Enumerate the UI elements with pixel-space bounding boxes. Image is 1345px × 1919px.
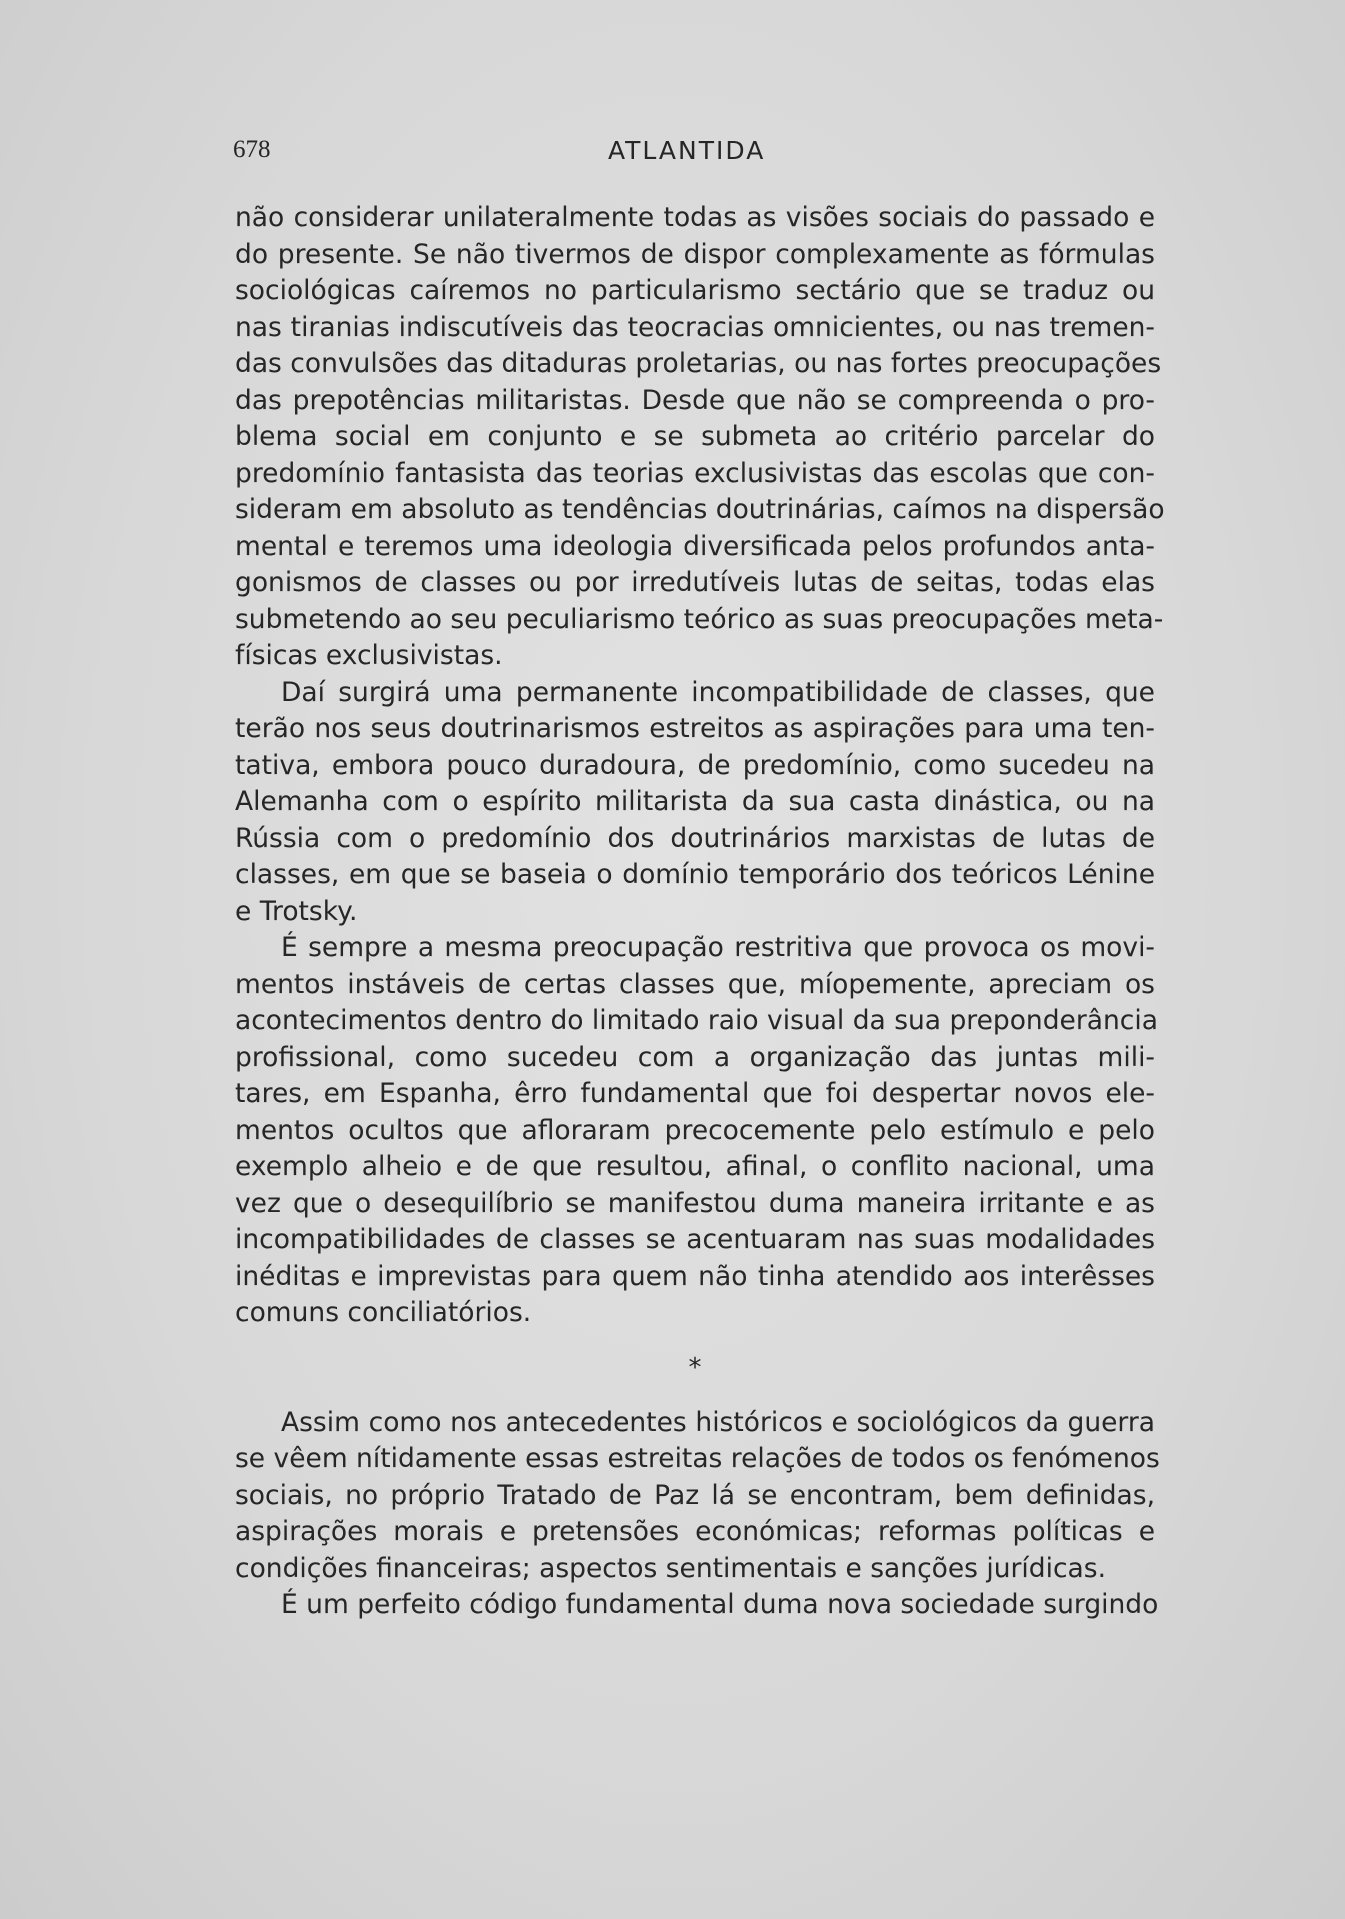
text-line: classes, em que se baseia o domínio temporário dos teóricos Lénine — [235, 859, 1155, 890]
text-line: exemplo alheio e de que resultou, afinal, o conflito nacional, uma — [235, 1151, 1155, 1182]
text-line: Assim como nos antecedentes históricos e sociológicos da guerra — [281, 1406, 1155, 1438]
text-line: acontecimentos dentro do limitado raio visual da sua preponderância — [235, 1005, 1158, 1036]
text-line: Alemanha com o espírito militarista da sua casta dinástica, ou na — [235, 786, 1155, 817]
text-line: das convulsões das ditaduras proletarias, ou nas fortes preocupações — [235, 348, 1162, 379]
text-line: vez que o desequilíbrio se manifestou duma maneira irritante e as — [235, 1187, 1155, 1219]
text-line: sociais, no próprio Tratado de Paz lá se encontram, bem definidas, — [235, 1479, 1155, 1511]
text-line: predomínio fantasista das teorias exclusivistas das escolas que con- — [235, 457, 1155, 489]
text-line: inéditas e imprevistas para quem não tinha atendido aos interêsses — [235, 1260, 1155, 1292]
text-line: comuns conciliatórios. — [235, 1297, 532, 1328]
text-line: sociológicas caíremos no particularismo sectário que se traduz ou — [235, 275, 1155, 306]
text-line: não considerar unilateralmente todas as visões sociais do passado e — [235, 202, 1155, 233]
text-line: submetendo ao seu peculiarismo teórico as suas preocupações meta- — [235, 603, 1164, 635]
paragraph-5 — [235, 1587, 1159, 1624]
text-line: mentos ocultos que afloraram precocemente pelo estímulo e pelo — [235, 1114, 1155, 1146]
page-header — [233, 132, 1157, 172]
text-line: profissional, como sucedeu com a organização das juntas mili- — [235, 1041, 1155, 1073]
text-line: físicas exclusivistas. — [235, 640, 503, 671]
text-line: condições financeiras; aspectos sentimentais e sanções jurídicas. — [235, 1552, 1107, 1584]
text-line: gonismos de classes ou por irredutíveis lutas de seitas, todas elas — [235, 567, 1155, 598]
text-line: Daí surgirá uma permanente incompatibilidade de classes, que — [281, 676, 1155, 708]
text-line: e Trotsky. — [235, 895, 358, 927]
text-line: tativa, embora pouco duradoura, de predomínio, como sucedeu na — [235, 749, 1155, 781]
text-line: nas tiranias indiscutíveis das teocracias omnicientes, ou nas tremen- — [235, 311, 1155, 343]
text-line: incompatibilidades de classes se acentuaram nas suas modalidades — [235, 1224, 1155, 1255]
text-line: tares, em Espanha, êrro fundamental que foi despertar novos ele- — [235, 1078, 1155, 1109]
text-line: blema social em conjunto e se submeta ao critério parcelar do — [235, 421, 1155, 452]
text-line: mental e teremos uma ideologia diversificada pelos profundos anta- — [235, 530, 1155, 562]
section-separator: * — [688, 1352, 702, 1383]
text-line: terão nos seus doutrinarismos estreitos as aspirações para uma ten- — [235, 713, 1155, 744]
text-line: É sempre a mesma preocupação restritiva que provoca os movi- — [281, 932, 1155, 963]
paragraph-2 — [235, 675, 1155, 931]
text-line: das prepotências militaristas. Desde que não se compreenda o pro- — [235, 384, 1155, 416]
paragraph-3 — [235, 930, 1158, 1332]
text-line: mentos instáveis de certas classes que, míopemente, apreciam os — [235, 968, 1155, 1000]
paragraph-4 — [235, 1405, 1160, 1588]
running-title: ATLANTIDA — [608, 136, 766, 165]
text-line: sideram em absoluto as tendências doutrinárias, caímos na dispersão — [235, 494, 1165, 525]
text-line: se vêem nítidamente essas estreitas relações de todos os fenómenos — [235, 1443, 1160, 1474]
text-line: É um perfeito código fundamental duma nova sociedade surgindo — [281, 1589, 1159, 1620]
text-line: do presente. Se não tivermos de dispor complexamente as fórmulas — [235, 238, 1155, 270]
text-line: aspirações morais e pretensões económicas; reformas políticas e — [235, 1516, 1155, 1547]
body-text — [235, 200, 1165, 1624]
text-line: Rússia com o predomínio dos doutrinários marxistas de lutas de — [235, 822, 1155, 854]
paragraph-1 — [235, 200, 1165, 675]
page-number: 678 — [233, 136, 271, 163]
